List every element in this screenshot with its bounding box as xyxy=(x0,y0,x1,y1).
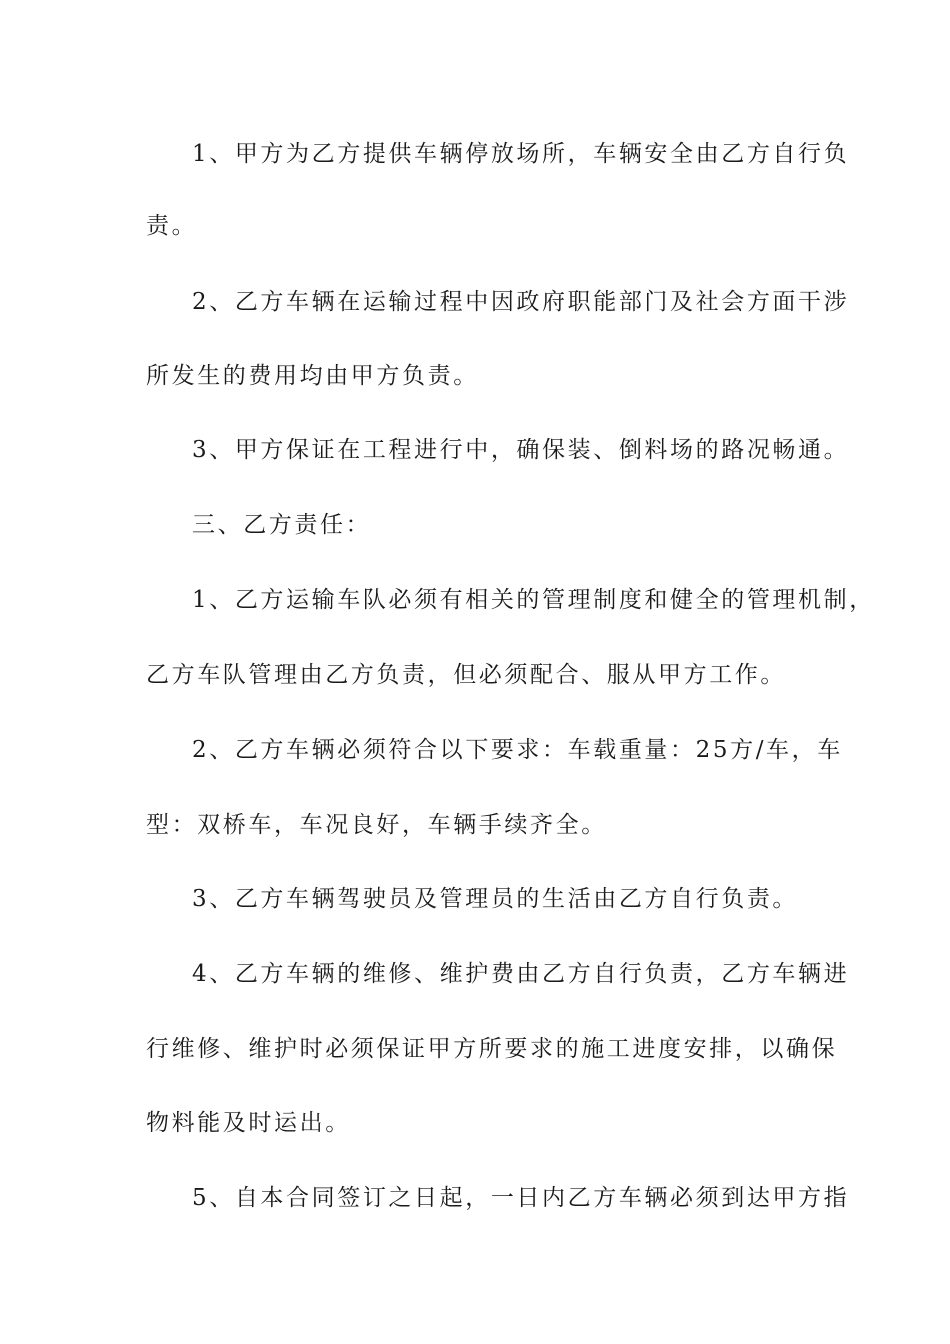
clause-party-a-2-line-1: 2、乙方车辆在运输过程中因政府职能部门及社会方面干涉 xyxy=(192,289,850,315)
section-heading-party-b: 三、乙方责任： xyxy=(192,512,372,538)
clause-party-b-2-line-1: 2、乙方车辆必须符合以下要求：车载重量：25方/车，车 xyxy=(192,737,843,763)
clause-party-b-1-line-2: 乙方车队管理由乙方负责，但必须配合、服从甲方工作。 xyxy=(146,662,786,688)
clause-party-b-4-line-1: 4、乙方车辆的维修、维护费由乙方自行负责，乙方车辆进 xyxy=(192,961,850,987)
clause-party-b-1-line-1: 1、乙方运输车队必须有相关的管理制度和健全的管理机制， xyxy=(192,587,875,613)
clause-party-a-1-line-2: 责。 xyxy=(146,213,198,239)
clause-party-b-3: 3、乙方车辆驾驶员及管理员的生活由乙方自行负责。 xyxy=(192,886,799,912)
clause-party-b-5-line-1: 5、自本合同签订之日起，一日内乙方车辆必须到达甲方指 xyxy=(192,1185,850,1211)
clause-party-a-2-line-2: 所发生的费用均由甲方负责。 xyxy=(146,363,479,389)
clause-party-b-4-line-3: 物料能及时运出。 xyxy=(146,1110,351,1136)
clause-party-a-1-line-1: 1、甲方为乙方提供车辆停放场所，车辆安全由乙方自行负 xyxy=(192,141,850,167)
clause-party-b-2-line-2: 型：双桥车，车况良好，车辆手续齐全。 xyxy=(146,812,607,838)
clause-party-a-3: 3、甲方保证在工程进行中，确保装、倒料场的路况畅通。 xyxy=(192,437,850,463)
clause-party-b-4-line-2: 行维修、维护时必须保证甲方所要求的施工进度安排，以确保 xyxy=(146,1036,838,1062)
